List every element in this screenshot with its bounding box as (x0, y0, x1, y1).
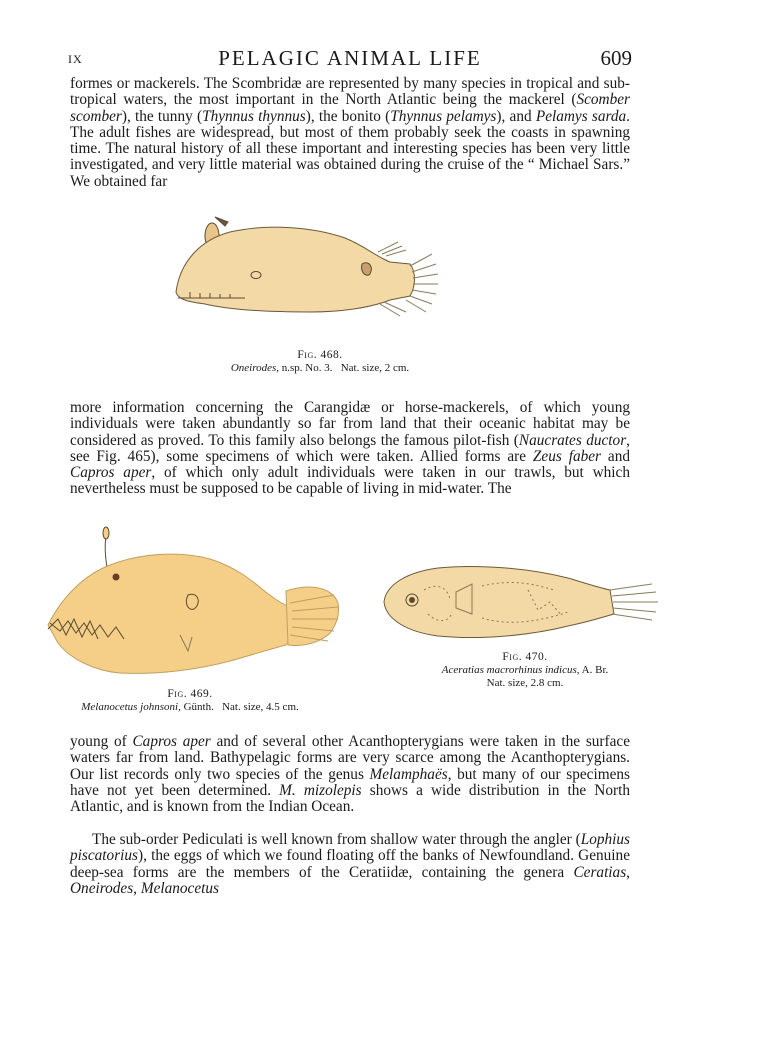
caption-figure-469 (40, 688, 340, 714)
figure-470-size: Nat. size, 2.8 cm. (486, 677, 564, 689)
chapter-number: IX (68, 52, 83, 66)
pectoral-fin (362, 263, 372, 276)
figure-469-melanocetus (40, 525, 345, 690)
figure-468-desc: , n.sp. No. 3. Nat. size, 2 cm. (276, 362, 410, 374)
figure-468-species: Oneirodes (230, 362, 277, 374)
dorsal-fin (378, 242, 406, 256)
figure-470-aceratias (378, 560, 660, 644)
figure-468-label: Fig. 468. (297, 349, 343, 361)
caption-figure-470 (400, 651, 650, 690)
fish-body (48, 554, 293, 673)
fish-body (384, 566, 614, 637)
eye (113, 574, 120, 581)
figure-469-label: Fig. 469. (167, 688, 213, 700)
figure-469-desc: , Günth. Nat. size, 4.5 cm. (178, 701, 299, 713)
paragraph-pediculati: The sub-order Pediculati is well known from shallow water through the angler (Lophius piscatorius), the eggs of which we found floating off the banks of Newfoundland. Genuine deep-sea forms are the members of the Ceratiidæ, containing the genera Ceratias, Oneirodes, Melanocetus (70, 831, 630, 897)
figure-470-label: Fig. 470. (502, 651, 548, 663)
paragraph-carangidae: more information concerning the Carangidæ or horse-mackerels, of which young individuals were taken abundantly so far from land that their oceanic habitat may be considered as proved. To this family also belongs the famous pilot-fish (Naucrates ductor, see Fig. 465), some specimens of which were taken. Allied forms are Zeus faber and Capros aper, of which only adult individuals were taken in our trawls, but which nevertheless must be supposed to be capable of living in mid-water. The (70, 399, 630, 498)
figure-470-species: Aceratias macrorhinus indicus (441, 664, 577, 676)
tail-rays (610, 584, 658, 620)
fish-body (176, 227, 415, 312)
figure-469-species: Melanocetus johnsoni (81, 701, 179, 713)
page-title: PELAGIC ANIMAL LIFE (218, 46, 482, 70)
paragraph-acanthopterygians: young of Capros aper and of several other Acanthopterygians were taken in the surface waters far from land. Bathypelagic forms are very scarce among the Acanthopterygians. Our list records only two species of the genus Melamphaës, but many of our specimens have not yet been determined. M. mizolepis shows a wide distribution in the North Atlantic, and is known from the Indian Ocean. (70, 733, 630, 816)
page-number: 609 (600, 46, 632, 70)
paragraph-scombridae: formes or mackerels. The Scombridæ are represented by many species in tropical and sub-tropical waters, the most important in the North Atlantic being the mackerel (Scomber scomber), the tunny (Thynnus thynnus), the bonito (Thynnus pelamys), and Pelamys sarda. The adult fishes are widespread, but most of them probably seek the coasts in spawning time. The natural history of all these important and interesting species has been very little investigated, and very little material was obtained during the cruise of the “ Michael Sars.” We obtained far (70, 75, 630, 190)
anal-fin (380, 302, 406, 316)
caption-figure-468 (170, 349, 470, 375)
running-header (68, 46, 632, 70)
figure-468-oneirodes (170, 212, 470, 340)
figure-470-desc: , A. Br. (576, 664, 609, 676)
